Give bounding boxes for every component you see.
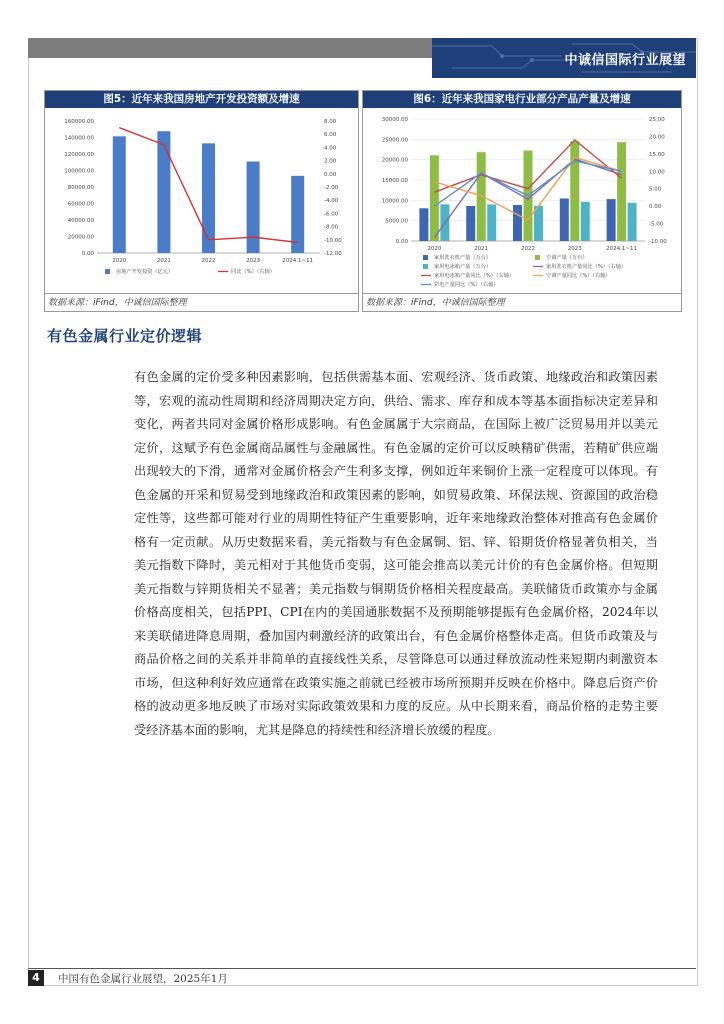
- legend-label: 同比（%）（右轴）: [231, 269, 275, 275]
- bar: [202, 143, 215, 253]
- figure-5-caption: 图5：近年来我国房地产开发投资额及增速: [45, 91, 358, 108]
- figure-6-caption: 图6：近年来我国家电行业部分产品产量及增速: [363, 91, 681, 108]
- bar: [487, 204, 496, 241]
- y-right-tick-label: 6.00: [324, 132, 337, 139]
- footer-text: 中国有色金属行业展望，2025年1月: [58, 973, 228, 985]
- bar: [628, 203, 637, 241]
- y-left-tick-label: 100000.00: [64, 168, 94, 175]
- bar: [560, 198, 569, 241]
- y-right-tick-label: 4.00: [324, 145, 337, 152]
- x-tick-label: 2021: [156, 258, 171, 264]
- bar: [513, 205, 522, 241]
- x-tick-label: 2023: [246, 258, 261, 264]
- legend-label: 家用洗衣机产量同比（%）（右轴）: [546, 264, 627, 270]
- y-left-tick-label: 5000.00: [385, 218, 408, 225]
- y-left-tick-label: 40000.00: [67, 218, 94, 224]
- x-tick-label: 2022: [521, 246, 535, 252]
- y-left-tick-label: 120000.00: [64, 152, 94, 158]
- y-right-tick-label: 0.00: [649, 204, 662, 211]
- page-number: 4: [28, 970, 44, 986]
- legend-swatch: [105, 269, 110, 274]
- x-tick-label: 2022: [201, 258, 216, 264]
- figure-6: [362, 90, 682, 312]
- y-right-tick-label: -8.00: [324, 224, 339, 231]
- bar: [581, 202, 590, 241]
- figure-5-chart: [45, 109, 358, 294]
- legend-label: 空调产量同比（%）（右轴）: [546, 273, 611, 279]
- bar: [466, 206, 475, 241]
- bar: [247, 161, 260, 253]
- y-left-tick-label: 25000.00: [381, 137, 408, 144]
- y-left-tick-label: 30000.00: [381, 117, 408, 123]
- y-right-tick-label: -10.00: [649, 239, 667, 245]
- y-right-tick-label: 25.00: [649, 117, 665, 123]
- bar: [113, 136, 126, 253]
- x-tick-label: 2023: [567, 246, 582, 252]
- y-right-tick-label: 8.00: [324, 119, 337, 125]
- y-right-tick-label: -6.00: [324, 211, 339, 218]
- y-left-tick-label: 20000.00: [381, 157, 408, 164]
- figure-6-chart: [363, 109, 681, 294]
- y-left-tick-label: 10000.00: [381, 198, 408, 205]
- legend-label: 房地产开发投资（亿元）: [116, 269, 174, 275]
- figure-6-divider: [363, 293, 681, 294]
- bar: [617, 142, 626, 241]
- section-title: 有色金属行业定价逻辑: [47, 327, 203, 345]
- bar: [607, 199, 616, 241]
- footer-divider: [28, 968, 696, 969]
- y-right-tick-label: 10.00: [649, 169, 665, 176]
- legend-label: 家用洗衣机产量（万台）: [434, 255, 492, 261]
- y-right-tick-label: -5.00: [649, 221, 664, 228]
- legend-label: 家用电冰箱产量同比（%）（右轴）: [434, 273, 515, 279]
- header-gray-bar: [28, 38, 432, 58]
- y-right-tick-label: 15.00: [649, 151, 665, 158]
- y-right-tick-label: 0.00: [324, 171, 337, 178]
- legend-swatch: [423, 255, 428, 260]
- y-left-tick-label: 140000.00: [64, 135, 94, 142]
- y-left-tick-label: 0.00: [395, 239, 408, 245]
- x-tick-label: 2024.1~11: [282, 258, 314, 264]
- x-tick-label: 2020: [427, 246, 442, 252]
- bar: [419, 208, 428, 241]
- bar: [430, 155, 439, 241]
- y-left-tick-label: 80000.00: [67, 185, 94, 191]
- bar: [570, 141, 579, 241]
- y-right-tick-label: 20.00: [649, 134, 665, 141]
- y-left-tick-label: 0.00: [81, 251, 94, 257]
- x-tick-label: 2024.1~11: [606, 246, 638, 252]
- header-brand-title: 中诚信国际行业展望: [564, 53, 686, 68]
- y-right-tick-label: -10.00: [324, 237, 342, 244]
- figure-5-source: 数据来源：iFind，中诚信国际整理: [48, 298, 187, 308]
- legend-swatch: [535, 255, 540, 260]
- y-right-tick-label: 2.00: [324, 158, 337, 165]
- y-left-tick-label: 60000.00: [67, 201, 94, 208]
- y-right-tick-label: -12.00: [324, 251, 342, 257]
- legend-label: 家用电冰箱产量（万台）: [434, 264, 492, 270]
- legend-label: 彩电产量同比（%）（右轴）: [434, 282, 499, 288]
- figure-5-divider: [45, 293, 358, 294]
- legend-swatch: [423, 264, 428, 269]
- y-right-tick-label: 5.00: [649, 186, 662, 193]
- y-left-tick-label: 15000.00: [381, 178, 408, 184]
- body-paragraph: 有色金属的定价受多种因素影响，包括供需基本面、宏观经济、货币政策、地缘政治和政策因素等，宏观的流动性周期和经济周期决定方向，供给、需求、库存和成本等基本面指标决定差异和变化，两者共同对金属价格形成影响。有色金属属于大宗商品，在国际上被广泛贸易用并以美元定价，这赋予有色金属商品属性与金融属性。有色金属的定价可以反映精矿供需，若精矿供应端出现较大的下滑，通常对金属价格会产生利多支撑，例如近年来铜价上涨一定程度可以体现。有色金属的开采和贸易受到地缘政治和政策因素的影响，如贸易政策、环保法规、资源国的政治稳定性等，这些都可能对行业的周期性特征产生重要影响，近年来地缘政治整体对推高有色金属价格有一定贡献。从历史数据来看，美元指数与有色金属铜、铝、锌、铅期货价格显著负相关，当美元指数下降时，美元相对于其他货币变弱，这可能会推高以美元计价的有色金属价格。但短期美元指数与锌期货相关不显著；美元指数与铜期货价格相关程度最高。美联储货币政策亦与金属价格高度相关，包括PPI、CPI在内的美国通胀数据不及预期能够提振有色金属价格，2024年以来美联储进降息周期，叠加国内刺激经济的政策出台，有色金属价格整体走高。但货币政策及与商品价格之间的关系并非简单的直接线性关系，尽管降息可以通过释放流动性来短期内刺激资本市场，但这种利好效应通常在政策实施之前就已经被市场所预期并反映在价格中。降息后资产价格的波动更多地反映了市场对实际政策效果和力度的反应。从中长期来看，商品价格的走势主要受经济基本面的影响，尤其是降息的持续性和经济增长放缓的程度。: [134, 370, 658, 737]
- bar: [157, 131, 170, 253]
- legend-label: 空调产量（万台）: [546, 255, 588, 261]
- y-right-tick-label: -4.00: [324, 198, 339, 205]
- y-right-tick-label: -2.00: [324, 185, 339, 191]
- y-left-tick-label: 160000.00: [64, 119, 94, 125]
- figure-6-source: 数据来源：iFind，中诚信国际整理: [366, 298, 505, 308]
- x-tick-label: 2020: [112, 258, 127, 264]
- x-tick-label: 2021: [474, 246, 489, 252]
- y-left-tick-label: 20000.00: [67, 234, 94, 241]
- figure-5: [44, 90, 359, 312]
- header-brand-bar: [432, 38, 696, 78]
